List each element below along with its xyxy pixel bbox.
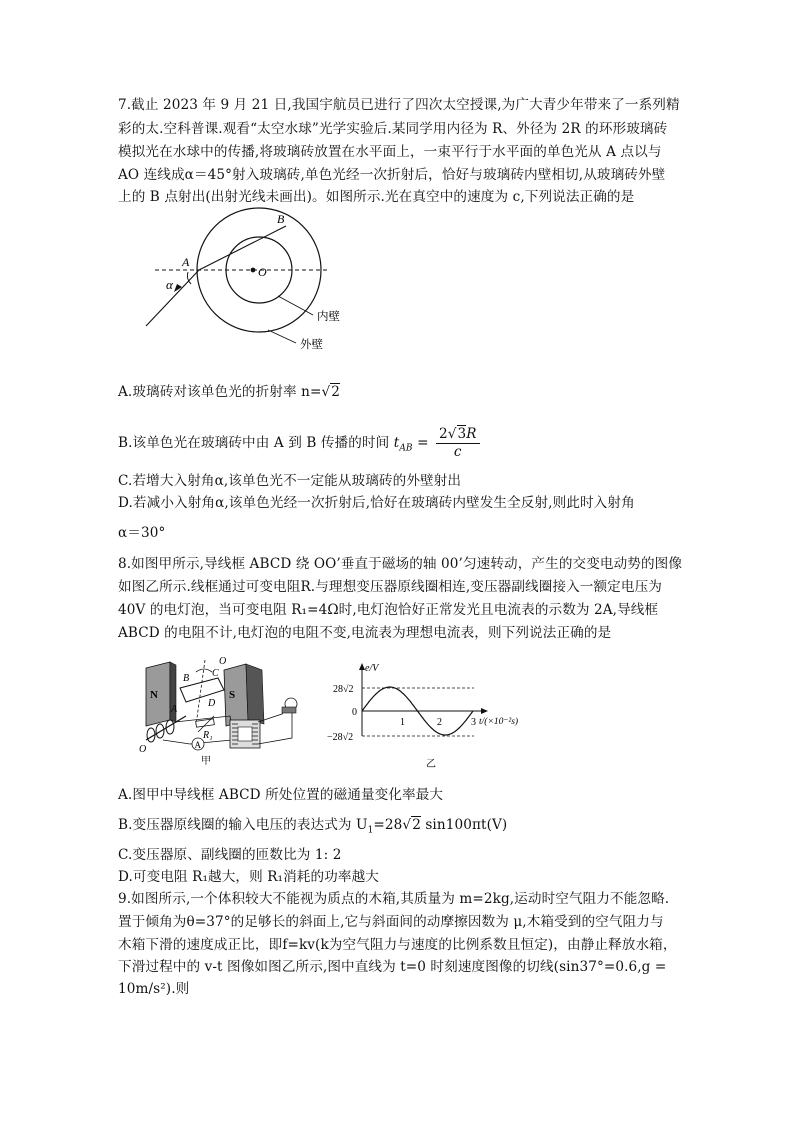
bulb-base bbox=[282, 707, 296, 713]
q8-option-b-sub: 1 bbox=[367, 825, 374, 836]
label-D-frame: D bbox=[208, 698, 216, 709]
q7-option-a bbox=[118, 383, 340, 401]
q8-line-3: 40V 的电灯泡，当可变电阻 R₁=4Ω时,电灯泡恰好正常发光且电流表的示数为 2A,导线框 bbox=[118, 602, 659, 618]
q8-emf-chart bbox=[320, 655, 520, 780]
label-inner-wall: 内壁 bbox=[317, 311, 340, 323]
q7-option-b-numerator bbox=[436, 426, 480, 444]
num-R: R bbox=[466, 426, 477, 442]
num-radicand: 3 bbox=[457, 426, 467, 442]
q7-option-b-eq: = bbox=[417, 435, 429, 451]
sqrt-sign: √ bbox=[321, 384, 331, 400]
magnet-s-face bbox=[246, 664, 264, 724]
transformer-window bbox=[238, 727, 252, 741]
label-B: B bbox=[277, 212, 285, 226]
q8-option-b-mid: =28 bbox=[373, 817, 403, 833]
q7-line-3: 模拟光在水球中的传播,将玻璃砖放置在水平面上，一束平行于水平面的单色光从 A 点以与 bbox=[118, 144, 662, 160]
q9-line-4: 下滑过程中的 v-t 图像如图乙所示,图中直线为 t=0 时刻速度图像的切线(sin37°=0.6,g = bbox=[118, 959, 667, 975]
label-A: A bbox=[182, 255, 190, 269]
q7-ring-diagram bbox=[135, 205, 375, 360]
x-axis-label: t/(×10⁻²s) bbox=[479, 717, 519, 727]
y-tick-zero: 0 bbox=[352, 707, 357, 718]
outer-leader bbox=[268, 330, 296, 343]
caption-jia: 甲 bbox=[201, 756, 211, 767]
q8-line-4: ABCD 的电阻不计,电灯泡的电阻不变,电流表为理想电流表，则下列说法正确的是 bbox=[118, 625, 612, 641]
label-outer-wall: 外壁 bbox=[300, 339, 323, 351]
q7-option-d: D.若减小入射角α,该单色光经一次折射后,恰好在玻璃砖内壁发生全反射,则此时入射角 bbox=[118, 495, 635, 511]
magnet-s bbox=[224, 664, 248, 726]
q7-option-c: C.若增大入射角α,该单色光不一定能从玻璃砖的外壁射出 bbox=[118, 473, 462, 489]
refracted-ray bbox=[199, 226, 286, 270]
label-C-frame: C bbox=[212, 668, 219, 679]
q9-line-5: 10m/s²).则 bbox=[118, 981, 190, 997]
resistor-r1 bbox=[196, 719, 215, 727]
q9-line-1: 9.如图所示,一个体积较大不能视为质点的木箱,其质量为 m=2kg,运动时空气阻力不能忽略. bbox=[118, 891, 670, 907]
sqrt-sign: √ bbox=[447, 426, 457, 442]
y-axis-label: e/V bbox=[365, 663, 379, 674]
label-O-top: O bbox=[219, 656, 227, 667]
q7-line-4: AO 连线成α＝45°射入玻璃砖,单色光经一次折射后，恰好与玻璃砖内壁相切,从玻璃砖外壁 bbox=[118, 167, 666, 183]
q8-option-d: D.可变电阻 R₁越大，则 R₁消耗的功率越大 bbox=[118, 869, 379, 885]
q7-line-5: 上的 B 点射出(出射光线未画出)。如图所示.光在真空中的速度为 c,下列说法正确的是 bbox=[118, 189, 635, 205]
x-tick-2: 2 bbox=[437, 717, 442, 728]
q8-option-b bbox=[118, 816, 507, 840]
label-alpha: α bbox=[166, 277, 173, 292]
q7-option-b-denominator: c bbox=[453, 444, 462, 460]
q7-option-b bbox=[118, 424, 483, 468]
q7-option-b-fraction bbox=[436, 426, 480, 461]
caption-yi: 乙 bbox=[426, 759, 436, 770]
center-dot bbox=[251, 268, 256, 273]
q7-option-b-text: B.该单色光在玻璃砖中由 A 到 B 传播的时间 bbox=[118, 435, 390, 451]
q8-option-b-radicand: 2 bbox=[412, 817, 421, 833]
q7-option-b-sub: AB bbox=[399, 443, 413, 454]
label-O-bottom: O bbox=[139, 744, 147, 755]
q8-option-b-post: sin100πt(V) bbox=[420, 817, 508, 833]
q9-line-2: 置于倾角为θ=37°的足够长的斜面上,它与斜面间的动摩擦因数为 μ,木箱受到的空气阻力与 bbox=[118, 914, 664, 930]
label-S: S bbox=[229, 689, 236, 701]
label-O: O bbox=[258, 265, 267, 279]
x-axis-arrow bbox=[481, 708, 488, 714]
label-N: N bbox=[150, 689, 158, 701]
q8-line-1: 8.如图甲所示,导线框 ABCD 绕 OO’垂直于磁场的轴 00’匀速转动，产生的交变电动势的图像 bbox=[118, 556, 683, 572]
inner-leader bbox=[278, 296, 313, 315]
sqrt-sign: √ bbox=[402, 817, 412, 833]
q7-option-b-t: t bbox=[393, 435, 400, 451]
incident-arrow bbox=[174, 284, 182, 292]
q7-line-2: 彩的太.空科普课.观看“太空水球”光学实验后.某同学用内径为 R、外径为 2R 的环形玻璃砖 bbox=[118, 121, 668, 137]
q8-line-2: 如图乙所示.线框通过可变电阻R.与理想变压器原线圈相连,变压器副线圈接入一额定电压为 bbox=[118, 579, 662, 595]
x-tick-3: 3 bbox=[471, 717, 476, 728]
q9-line-3: 木箱下滑的速度成正比，即f=kv(k为空气阻力与速度的比例系数且恒定)，由静止释放水箱， bbox=[118, 937, 677, 953]
label-B-frame: B bbox=[183, 673, 190, 684]
q8-option-b-text: B.变压器原线圈的输入电压的表达式为 U bbox=[118, 817, 368, 833]
label-ammeter: A bbox=[194, 740, 201, 750]
rotation-arrow bbox=[196, 669, 212, 672]
q8-option-c: C.变压器原、副线圈的匝数比为 1: 2 bbox=[118, 847, 342, 863]
q8-option-a: A.图甲中导线框 ABCD 所处位置的磁通量变化率最大 bbox=[118, 787, 444, 803]
num-coef: 2 bbox=[438, 426, 448, 442]
label-R1: R₁ bbox=[203, 730, 213, 741]
x-tick-1: 1 bbox=[400, 717, 405, 728]
q8-generator-diagram bbox=[138, 652, 308, 770]
q7-line-1: 7.截止 2023 年 9 月 21 日,我国宇航员已进行了四次太空授课,为广大青少年带来了一系列精 bbox=[118, 97, 680, 113]
y-tick-bottom: −28√2 bbox=[327, 732, 354, 743]
q7-option-a-text: A.玻璃砖对该单色光的折射率 n= bbox=[118, 384, 322, 400]
q7-option-a-radicand: 2 bbox=[331, 384, 340, 400]
q7-option-d-2: α＝30° bbox=[118, 525, 166, 541]
y-tick-top: 28√2 bbox=[333, 684, 354, 695]
label-A-frame: A bbox=[171, 704, 178, 715]
